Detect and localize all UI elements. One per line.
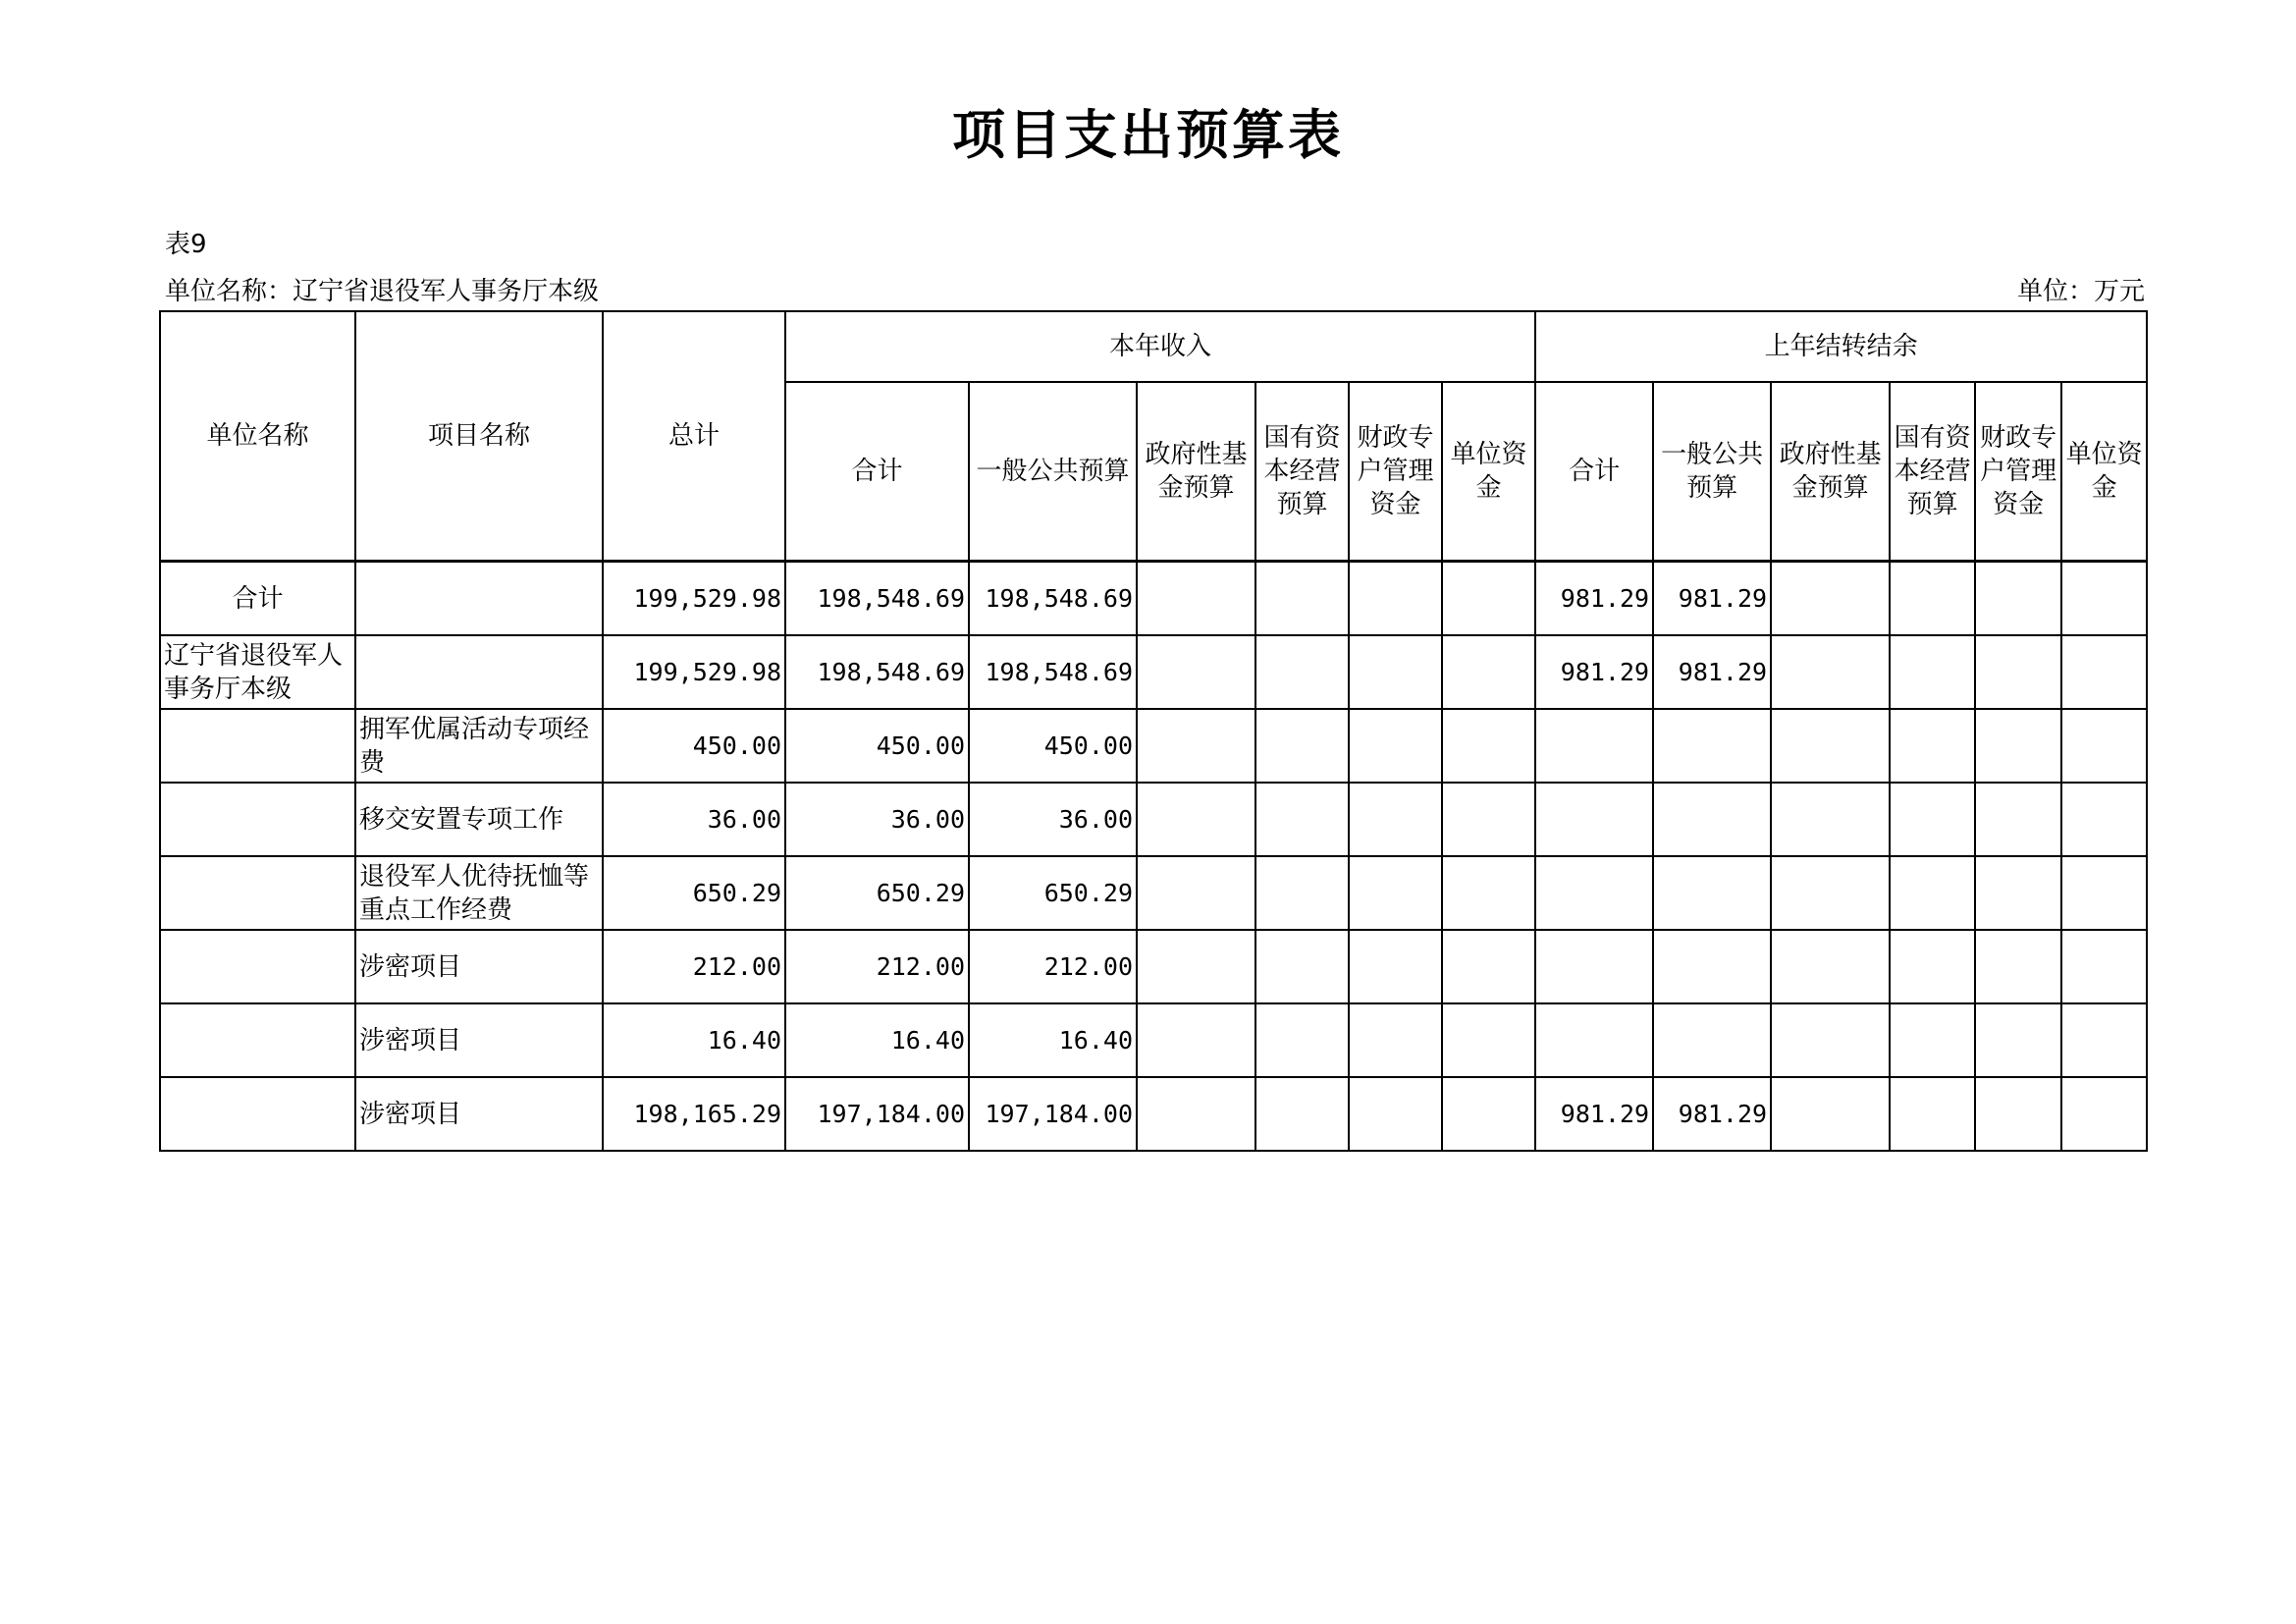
cell-cy-general: 36.00 [969, 783, 1137, 856]
currency-unit-label: 单位：万元 [2016, 277, 2145, 306]
header-cy-general: 一般公共预算 [969, 382, 1137, 562]
cell-co-state-capital [1890, 783, 1975, 856]
header-cy-gov-fund: 政府性基金预算 [1137, 382, 1255, 562]
cell-cy-unit-fund [1442, 1003, 1535, 1077]
cell-co-unit-fund [2061, 930, 2147, 1003]
cell-cy-unit-fund [1442, 562, 1535, 636]
cell-co-total [1535, 930, 1653, 1003]
table-row [160, 856, 2147, 930]
cell-co-gov-fund [1771, 1003, 1890, 1077]
cell-project [355, 562, 603, 636]
header-current-year-income: 本年收入 [785, 311, 1535, 382]
cell-cy-general: 450.00 [969, 709, 1137, 783]
cell-co-state-capital [1890, 856, 1975, 930]
cell-cy-unit-fund [1442, 709, 1535, 783]
cell-cy-unit-fund [1442, 783, 1535, 856]
project-expenditure-table [159, 310, 2148, 1152]
header-project-name: 项目名称 [355, 311, 603, 562]
cell-co-fiscal-special [1975, 856, 2061, 930]
cell-cy-total: 450.00 [785, 709, 969, 783]
cell-cy-total: 197,184.00 [785, 1077, 969, 1151]
cell-cy-total: 212.00 [785, 930, 969, 1003]
cell-cy-total: 198,548.69 [785, 635, 969, 709]
page-title: 项目支出预算表 [952, 104, 1344, 166]
cell-co-fiscal-special [1975, 1003, 2061, 1077]
cell-cy-gov-fund [1137, 856, 1255, 930]
cell-unit [160, 783, 355, 856]
cell-total: 36.00 [603, 783, 785, 856]
cell-cy-state-capital [1255, 783, 1349, 856]
cell-cy-general: 197,184.00 [969, 1077, 1137, 1151]
cell-total: 650.29 [603, 856, 785, 930]
cell-project [355, 635, 603, 709]
cell-cy-fiscal-special [1349, 1003, 1442, 1077]
cell-unit: 辽宁省退役军人事务厅本级 [160, 635, 355, 709]
cell-co-state-capital [1890, 709, 1975, 783]
cell-project: 移交安置专项工作 [355, 783, 603, 856]
cell-cy-fiscal-special [1349, 562, 1442, 636]
table-number: 表9 [165, 230, 207, 259]
cell-cy-general: 16.40 [969, 1003, 1137, 1077]
cell-cy-fiscal-special [1349, 930, 1442, 1003]
cell-cy-gov-fund [1137, 783, 1255, 856]
cell-cy-state-capital [1255, 1003, 1349, 1077]
cell-cy-state-capital [1255, 562, 1349, 636]
header-co-gov-fund: 政府性基金预算 [1771, 382, 1890, 562]
cell-cy-gov-fund [1137, 1077, 1255, 1151]
cell-cy-state-capital [1255, 635, 1349, 709]
cell-project: 拥军优属活动专项经费 [355, 709, 603, 783]
table-row [160, 1077, 2147, 1151]
cell-co-gov-fund [1771, 635, 1890, 709]
cell-unit [160, 1003, 355, 1077]
header-co-unit-fund: 单位资金 [2061, 382, 2147, 562]
cell-unit [160, 856, 355, 930]
cell-cy-state-capital [1255, 1077, 1349, 1151]
cell-total: 198,165.29 [603, 1077, 785, 1151]
cell-co-fiscal-special [1975, 562, 2061, 636]
cell-cy-total: 36.00 [785, 783, 969, 856]
header-total: 总计 [603, 311, 785, 562]
cell-co-unit-fund [2061, 635, 2147, 709]
cell-total: 199,529.98 [603, 562, 785, 636]
header-co-state-capital: 国有资本经营预算 [1890, 382, 1975, 562]
cell-cy-fiscal-special [1349, 856, 1442, 930]
cell-co-gov-fund [1771, 709, 1890, 783]
cell-cy-total: 198,548.69 [785, 562, 969, 636]
cell-co-unit-fund [2061, 709, 2147, 783]
cell-co-state-capital [1890, 562, 1975, 636]
cell-total: 212.00 [603, 930, 785, 1003]
cell-cy-state-capital [1255, 856, 1349, 930]
cell-unit [160, 709, 355, 783]
cell-cy-unit-fund [1442, 635, 1535, 709]
cell-cy-state-capital [1255, 930, 1349, 1003]
cell-cy-gov-fund [1137, 562, 1255, 636]
cell-co-gov-fund [1771, 856, 1890, 930]
header-cy-unit-fund: 单位资金 [1442, 382, 1535, 562]
cell-co-total: 981.29 [1535, 1077, 1653, 1151]
cell-cy-fiscal-special [1349, 709, 1442, 783]
cell-co-general: 981.29 [1653, 635, 1771, 709]
cell-co-unit-fund [2061, 1077, 2147, 1151]
cell-cy-fiscal-special [1349, 635, 1442, 709]
cell-total: 450.00 [603, 709, 785, 783]
cell-co-fiscal-special [1975, 1077, 2061, 1151]
cell-co-state-capital [1890, 1077, 1975, 1151]
cell-co-general: 981.29 [1653, 562, 1771, 636]
cell-co-fiscal-special [1975, 783, 2061, 856]
cell-total: 16.40 [603, 1003, 785, 1077]
cell-co-state-capital [1890, 1003, 1975, 1077]
cell-unit: 合计 [160, 562, 355, 636]
cell-co-gov-fund [1771, 562, 1890, 636]
header-co-total: 合计 [1535, 382, 1653, 562]
header-co-fiscal-special: 财政专户管理资金 [1975, 382, 2061, 562]
cell-co-gov-fund [1771, 1077, 1890, 1151]
cell-cy-gov-fund [1137, 1003, 1255, 1077]
cell-cy-general: 198,548.69 [969, 562, 1137, 636]
cell-co-total: 981.29 [1535, 562, 1653, 636]
cell-cy-unit-fund [1442, 1077, 1535, 1151]
cell-co-fiscal-special [1975, 930, 2061, 1003]
table-row [160, 783, 2147, 856]
cell-cy-general: 650.29 [969, 856, 1137, 930]
cell-co-state-capital [1890, 635, 1975, 709]
cell-project: 涉密项目 [355, 1077, 603, 1151]
cell-cy-gov-fund [1137, 930, 1255, 1003]
cell-co-fiscal-special [1975, 635, 2061, 709]
cell-project: 涉密项目 [355, 930, 603, 1003]
header-cy-total: 合计 [785, 382, 969, 562]
cell-unit [160, 930, 355, 1003]
table-row [160, 930, 2147, 1003]
cell-cy-gov-fund [1137, 709, 1255, 783]
cell-cy-general: 212.00 [969, 930, 1137, 1003]
cell-cy-general: 198,548.69 [969, 635, 1137, 709]
table-row [160, 1003, 2147, 1077]
cell-co-unit-fund [2061, 1003, 2147, 1077]
cell-co-unit-fund [2061, 562, 2147, 636]
cell-co-gov-fund [1771, 783, 1890, 856]
cell-co-total: 981.29 [1535, 635, 1653, 709]
cell-cy-unit-fund [1442, 856, 1535, 930]
cell-project: 涉密项目 [355, 1003, 603, 1077]
header-cy-state-capital: 国有资本经营预算 [1255, 382, 1349, 562]
cell-co-general: 981.29 [1653, 1077, 1771, 1151]
header-unit-name: 单位名称 [160, 311, 355, 562]
cell-cy-gov-fund [1137, 635, 1255, 709]
cell-co-general [1653, 1003, 1771, 1077]
cell-co-general [1653, 930, 1771, 1003]
cell-cy-fiscal-special [1349, 783, 1442, 856]
header-carryover: 上年结转结余 [1535, 311, 2147, 382]
unit-name-label: 单位名称：辽宁省退役军人事务厅本级 [165, 277, 600, 306]
table-row [160, 709, 2147, 783]
cell-co-total [1535, 856, 1653, 930]
cell-co-fiscal-special [1975, 709, 2061, 783]
cell-co-gov-fund [1771, 930, 1890, 1003]
cell-unit [160, 1077, 355, 1151]
cell-co-general [1653, 709, 1771, 783]
cell-co-unit-fund [2061, 783, 2147, 856]
header-cy-fiscal-special: 财政专户管理资金 [1349, 382, 1442, 562]
cell-project: 退役军人优待抚恤等重点工作经费 [355, 856, 603, 930]
cell-co-total [1535, 1003, 1653, 1077]
cell-co-unit-fund [2061, 856, 2147, 930]
cell-co-general [1653, 783, 1771, 856]
cell-co-total [1535, 783, 1653, 856]
cell-cy-total: 16.40 [785, 1003, 969, 1077]
cell-cy-state-capital [1255, 709, 1349, 783]
cell-cy-fiscal-special [1349, 1077, 1442, 1151]
table-row [160, 635, 2147, 709]
cell-co-general [1653, 856, 1771, 930]
cell-cy-unit-fund [1442, 930, 1535, 1003]
cell-co-state-capital [1890, 930, 1975, 1003]
table-row [160, 562, 2147, 636]
header-co-general: 一般公共预算 [1653, 382, 1771, 562]
cell-cy-total: 650.29 [785, 856, 969, 930]
cell-total: 199,529.98 [603, 635, 785, 709]
cell-co-total [1535, 709, 1653, 783]
